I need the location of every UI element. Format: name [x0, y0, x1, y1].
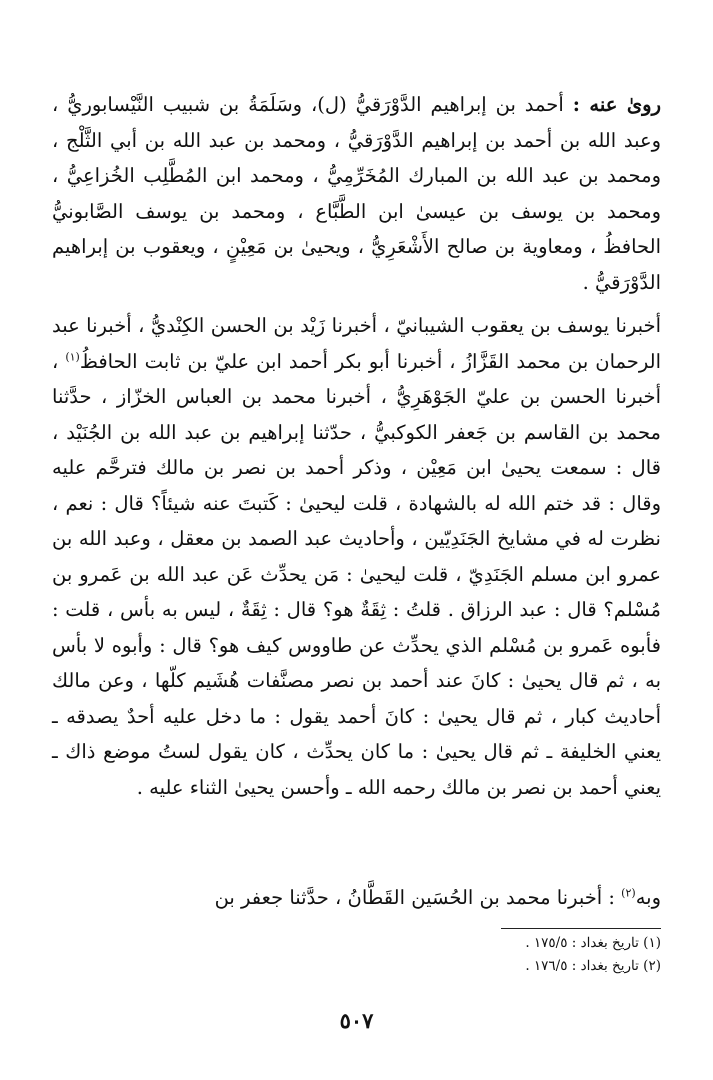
page-number: ٥٠٧ — [339, 1008, 374, 1033]
narration-paragraph — [52, 308, 661, 805]
footnote-divider — [501, 928, 661, 929]
continuation-paragraph — [52, 880, 661, 916]
narration-text-part2: ، أخبرنا الحسن بن عليّ الجَوْهَرِيُّ ، أخبرنا محمد بن العباس الخزّاز ، حدَّثنا محمد بن القاسم بن جَعفر الكوكبيُّ ، حدّثنا إبراهيم بن عبد الله بن الجُنَيْد ، قال : سمعت يحيىٰ ابن مَعِيْن ، وذكر أحمد بن نصر بن مالك فترحَّم عليه وقال : قد ختم الله له بالشهادة ، قلت ليحيىٰ : كَتبتَ عنه شيئاً؟ قال : نعم ، نظرت له في مشايخ الجَنَدِيّين ، وأحاديث عبد الصمد بن معقل ، وعبد الله بن عمرو ابن مسلم الجَنَدِيّ ، قلت ليحيىٰ : مَن يحدِّث عَن عبد الله بن عَمرو بن مُسْلم؟ قال : عبد الرزاق . قلتُ : ثِقَةٌ هو؟ قال : ثِقَةٌ ، ليس به بأس ، قلت : فأبوه عَمرو بن مُسْلم الذي يحدِّث عن طاووس كيف هو؟ قال : وأبوه لا بأس به ، ثم قال يحيىٰ : كانَ عند أحمد بن نصر مصنَّفات هُشَيم كلّها ، وعن مالك أحاديث كبار ، ثم قال يحيىٰ : كانَ أحمد يقول : ما دخل عليه أحدٌ يصدقه ـ يعني الخليفة ـ ثم قال يحيىٰ : ما كان يحدِّث ، كان يقول لستُ موضع ذاك ـ يعني أحمد بن نصر بن مالك رحمه الله ـ وأحسن يحيىٰ الثناء عليه . — [52, 349, 661, 799]
continuation-label: وبه — [635, 886, 661, 909]
continuation-text: : أخبرنا محمد بن الحُسَين القَطَّانُ ، حدَّثنا جعفر بن — [214, 886, 622, 909]
footnote-ref-1: (١) — [65, 350, 80, 363]
narration-text-part1: أخبرنا يوسف بن يعقوب الشيبانيّ ، أخبرنا زَيْد بن الحسن الكِنْديُّ ، أخبرنا عبد الرحمان بن محمد القَزَّازُ ، أخبرنا أبو بكر أحمد ابن عليّ بن ثابت الحافظُ — [52, 314, 661, 373]
narrators-label: روىٰ عنه : — [572, 93, 661, 116]
narrators-text: أحمد بن إبراهيم الدَّوْرَقيُّ (ل)، وسَلَمَةُ بن شبيب النَّيْسابوريُّ ، وعبد الله بن أحمد بن إبراهيم الدَّوْرَقيُّ ، ومحمد بن عبد الله بن أبي الثَّلْج ، ومحمد بن عبد الله بن المبارك المُخَرِّمِيُّ ، ومحمد ابن المُطَّلِب الخُزاعِيُّ ، ومحمد بن يوسف بن عيسىٰ ابن الطَّبَّاع ، ومحمد بن يوسف الصَّابونيُّ الحافظُ ، ومعاوية بن صالح الأَشْعَرِيُّ ، ويحيىٰ بن مَعِيْنٍ ، ويعقوب بن إبراهيم الدَّوْرَقيُّ . — [52, 93, 661, 294]
footnotes — [52, 932, 661, 978]
narrators-paragraph — [52, 87, 661, 300]
footnote-2: (٢) تاريخ بغداد : ١٧٦/٥ . — [525, 958, 661, 974]
footnote-1: (١) تاريخ بغداد : ١٧٥/٥ . — [525, 935, 661, 951]
footnote-ref-2: (٢) — [621, 886, 636, 900]
